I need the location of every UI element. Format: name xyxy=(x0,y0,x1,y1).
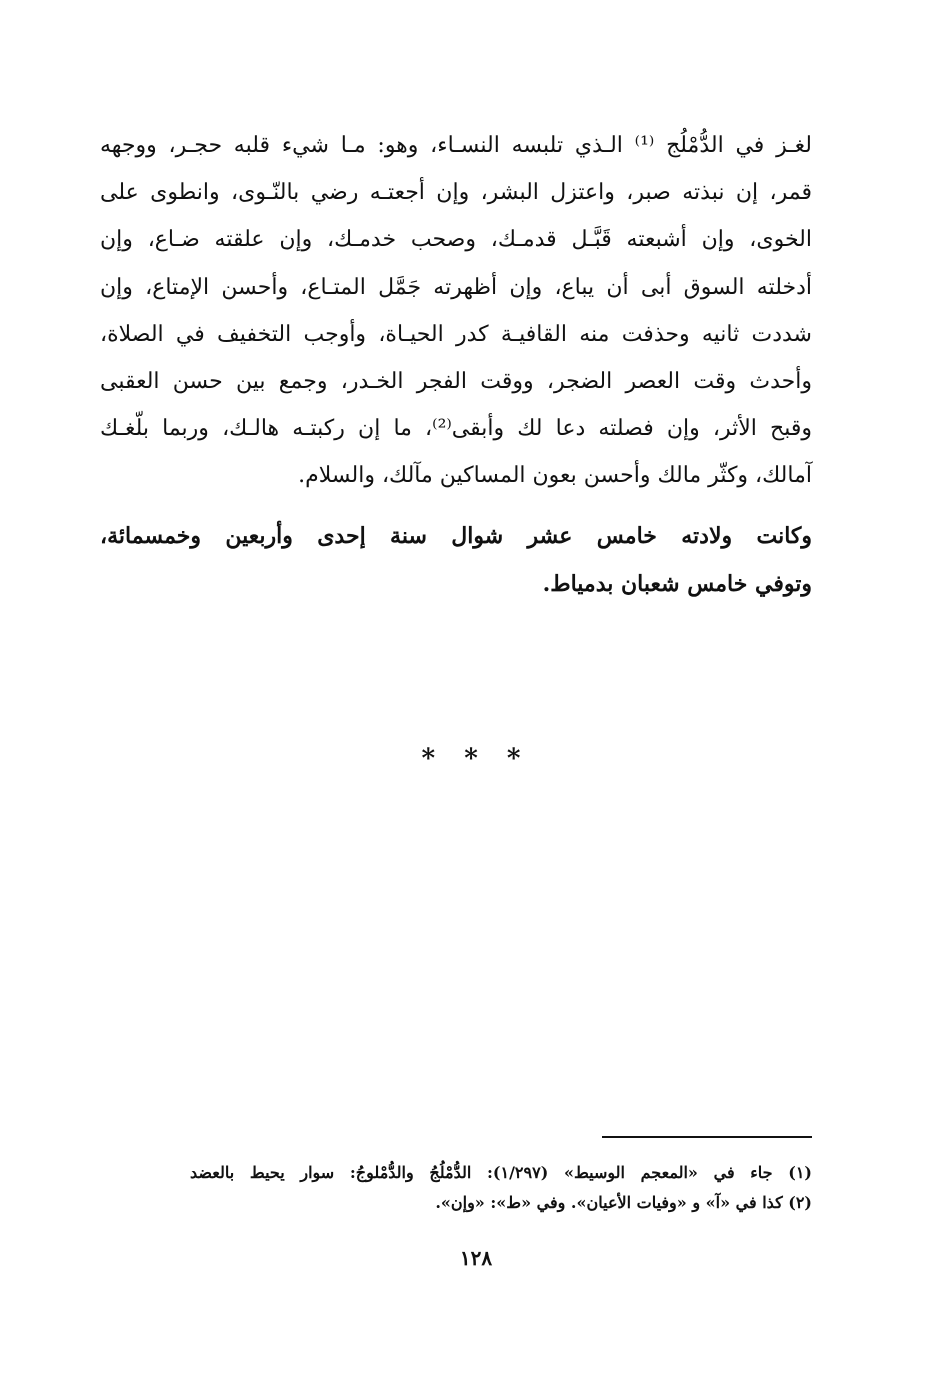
text-line: قمر، إن نبذته صبر، واعتزل البشر، وإن أجعتـه رضي بالنّـوى، وانطوى على xyxy=(100,180,812,206)
footnote-divider xyxy=(602,1136,812,1138)
text-line: آمالك، وكثّر مالك وأحسن بعون المساكين مآلك، والسلام. xyxy=(298,463,812,489)
page-number: ١٢٨ xyxy=(459,1246,493,1270)
text-line: الخوى، وإن أشبعته قَبَّـل قدمـك، وصحب خدمـك، وإن علقته ضـاع، وإن xyxy=(100,227,812,253)
section-separator: * * * xyxy=(421,744,531,774)
text-line: وقبح الأثر، وإن فصلته دعا لك وأبقى⁽²⁾، ما إن ركبتـه هالـك، وربما بلّغـك xyxy=(100,416,813,442)
text-line: وتوفي خامس شعبان بدمياط. xyxy=(542,571,812,597)
text-line: لغـز في الدُّمْلُج ⁽¹⁾ الـذي تلبسه النسـاء، وهو: مـا شيء قلبه حجـر، ووجهه xyxy=(100,133,812,158)
footnotes xyxy=(190,1158,812,1218)
text-line: وأحدث وقت العصر الضجر، ووقت الفجر الخـدر، وجمع بين حسن العقبى xyxy=(100,369,812,395)
text-line: وكانت ولادته خامس عشر شوال سنة إحدى وأربعين وخمسمائة، xyxy=(100,523,812,549)
footnote-item: (٢) كذا في «آ» و «وفيات الأعيان». وفي «ط»: «وإن». xyxy=(435,1193,812,1212)
main-paragraph xyxy=(100,122,812,500)
birth-death-paragraph xyxy=(100,512,812,608)
text-line: شددت ثانيه وحذفت منه القافيـة كدر الحيـاة، وأوجب التخفيف في الصلاة، xyxy=(100,321,812,347)
footnote-item: (١) جاء في «المعجم الوسيط» (١/٢٩٧): الدُّمْلُجُ والدُّمْلوجُ: سوار يحيط بالعضد xyxy=(190,1163,812,1182)
text-line: أدخلته السوق أبى أن يباع، وإن أظهرته جَمَّل المتـاع، وأحسن الإمتاع، وإن xyxy=(100,274,812,300)
